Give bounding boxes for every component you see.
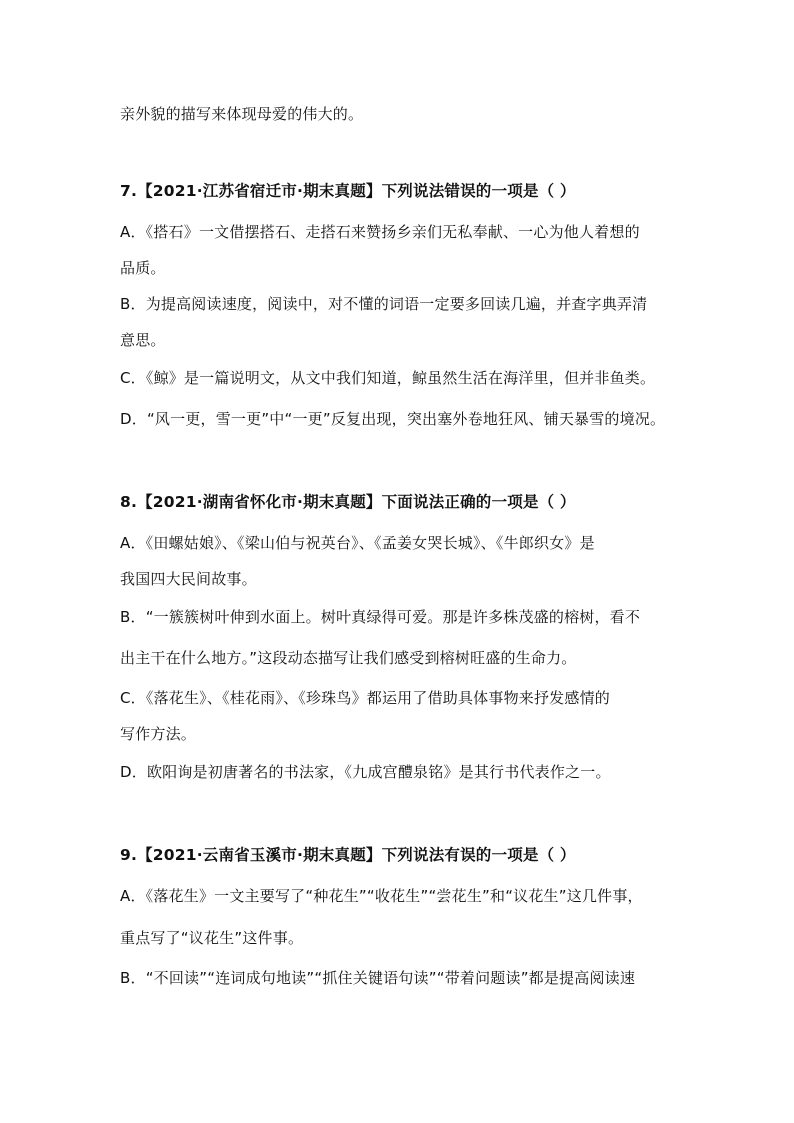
question-9-option-b: B．“不回读”“连词成句地读”“抓住关键语句读”“带着问题读”都是提高阅读速 bbox=[120, 969, 636, 987]
question-7-option-a-cont: 品质。 bbox=[120, 259, 166, 277]
question-8-option-c-cont: 写作方法。 bbox=[120, 725, 197, 743]
question-7-option-d: D．“风一更，雪一更”中“一更”反复出现，突出塞外卷地狂风、铺天暴雪的境况。 bbox=[120, 410, 666, 428]
question-9-title: 9.【2021·云南省玉溪市·期末真题】下列说法有误的一项是（ ） bbox=[120, 846, 576, 864]
question-9-option-a: A．《落花生》一文主要写了“种花生”“收花生”“尝花生”和“议花生”这几件事， bbox=[120, 887, 643, 905]
question-8-option-b: B．“一簇簇树叶伸到水面上。树叶真绿得可爱。那是许多株茂盛的榕树，看不 bbox=[120, 608, 641, 626]
question-7-option-b: B．为提高阅读速度，阅读中，对不懂的词语一定要多回读几遍，并查字典弄清 bbox=[120, 295, 648, 313]
intro-text: 亲外貌的描写来体现母爱的伟大的。 bbox=[120, 105, 364, 123]
question-7-option-a: A．《搭石》一文借摆搭石、走搭石来赞扬乡亲们无私奉献、一心为他人着想的 bbox=[120, 223, 640, 241]
question-7-option-b-cont: 意思。 bbox=[120, 331, 166, 349]
question-8-option-b-cont: 出主干在什么地方。”这段动态描写让我们感受到榕树旺盛的生命力。 bbox=[120, 649, 577, 667]
question-9-option-a-cont: 重点写了“议花生”这件事。 bbox=[120, 929, 304, 947]
question-7-title: 7.【2021·江苏省宿迁市·期末真题】下列说法错误的一项是（ ） bbox=[120, 182, 576, 200]
question-8-option-a: A．《田螺姑娘》、《梁山伯与祝英台》、《孟姜女哭长城》、《牛郎织女》是 bbox=[120, 534, 595, 552]
question-8-option-d: D．欧阳询是初唐著名的书法家，《九成宫醴泉铭》是其行书代表作之一。 bbox=[120, 763, 611, 781]
question-8-option-a-cont: 我国四大民间故事。 bbox=[120, 570, 257, 588]
question-7-option-c: C．《鲸》是一篇说明文，从文中我们知道，鲸虽然生活在海洋里，但并非鱼类。 bbox=[120, 369, 656, 387]
question-8-option-c: C．《落花生》、《桂花雨》、《珍珠鸟》都运用了借助具体事物来抒发感情的 bbox=[120, 689, 610, 707]
question-8-title: 8.【2021·湖南省怀化市·期末真题】下面说法正确的一项是（ ） bbox=[120, 493, 576, 511]
